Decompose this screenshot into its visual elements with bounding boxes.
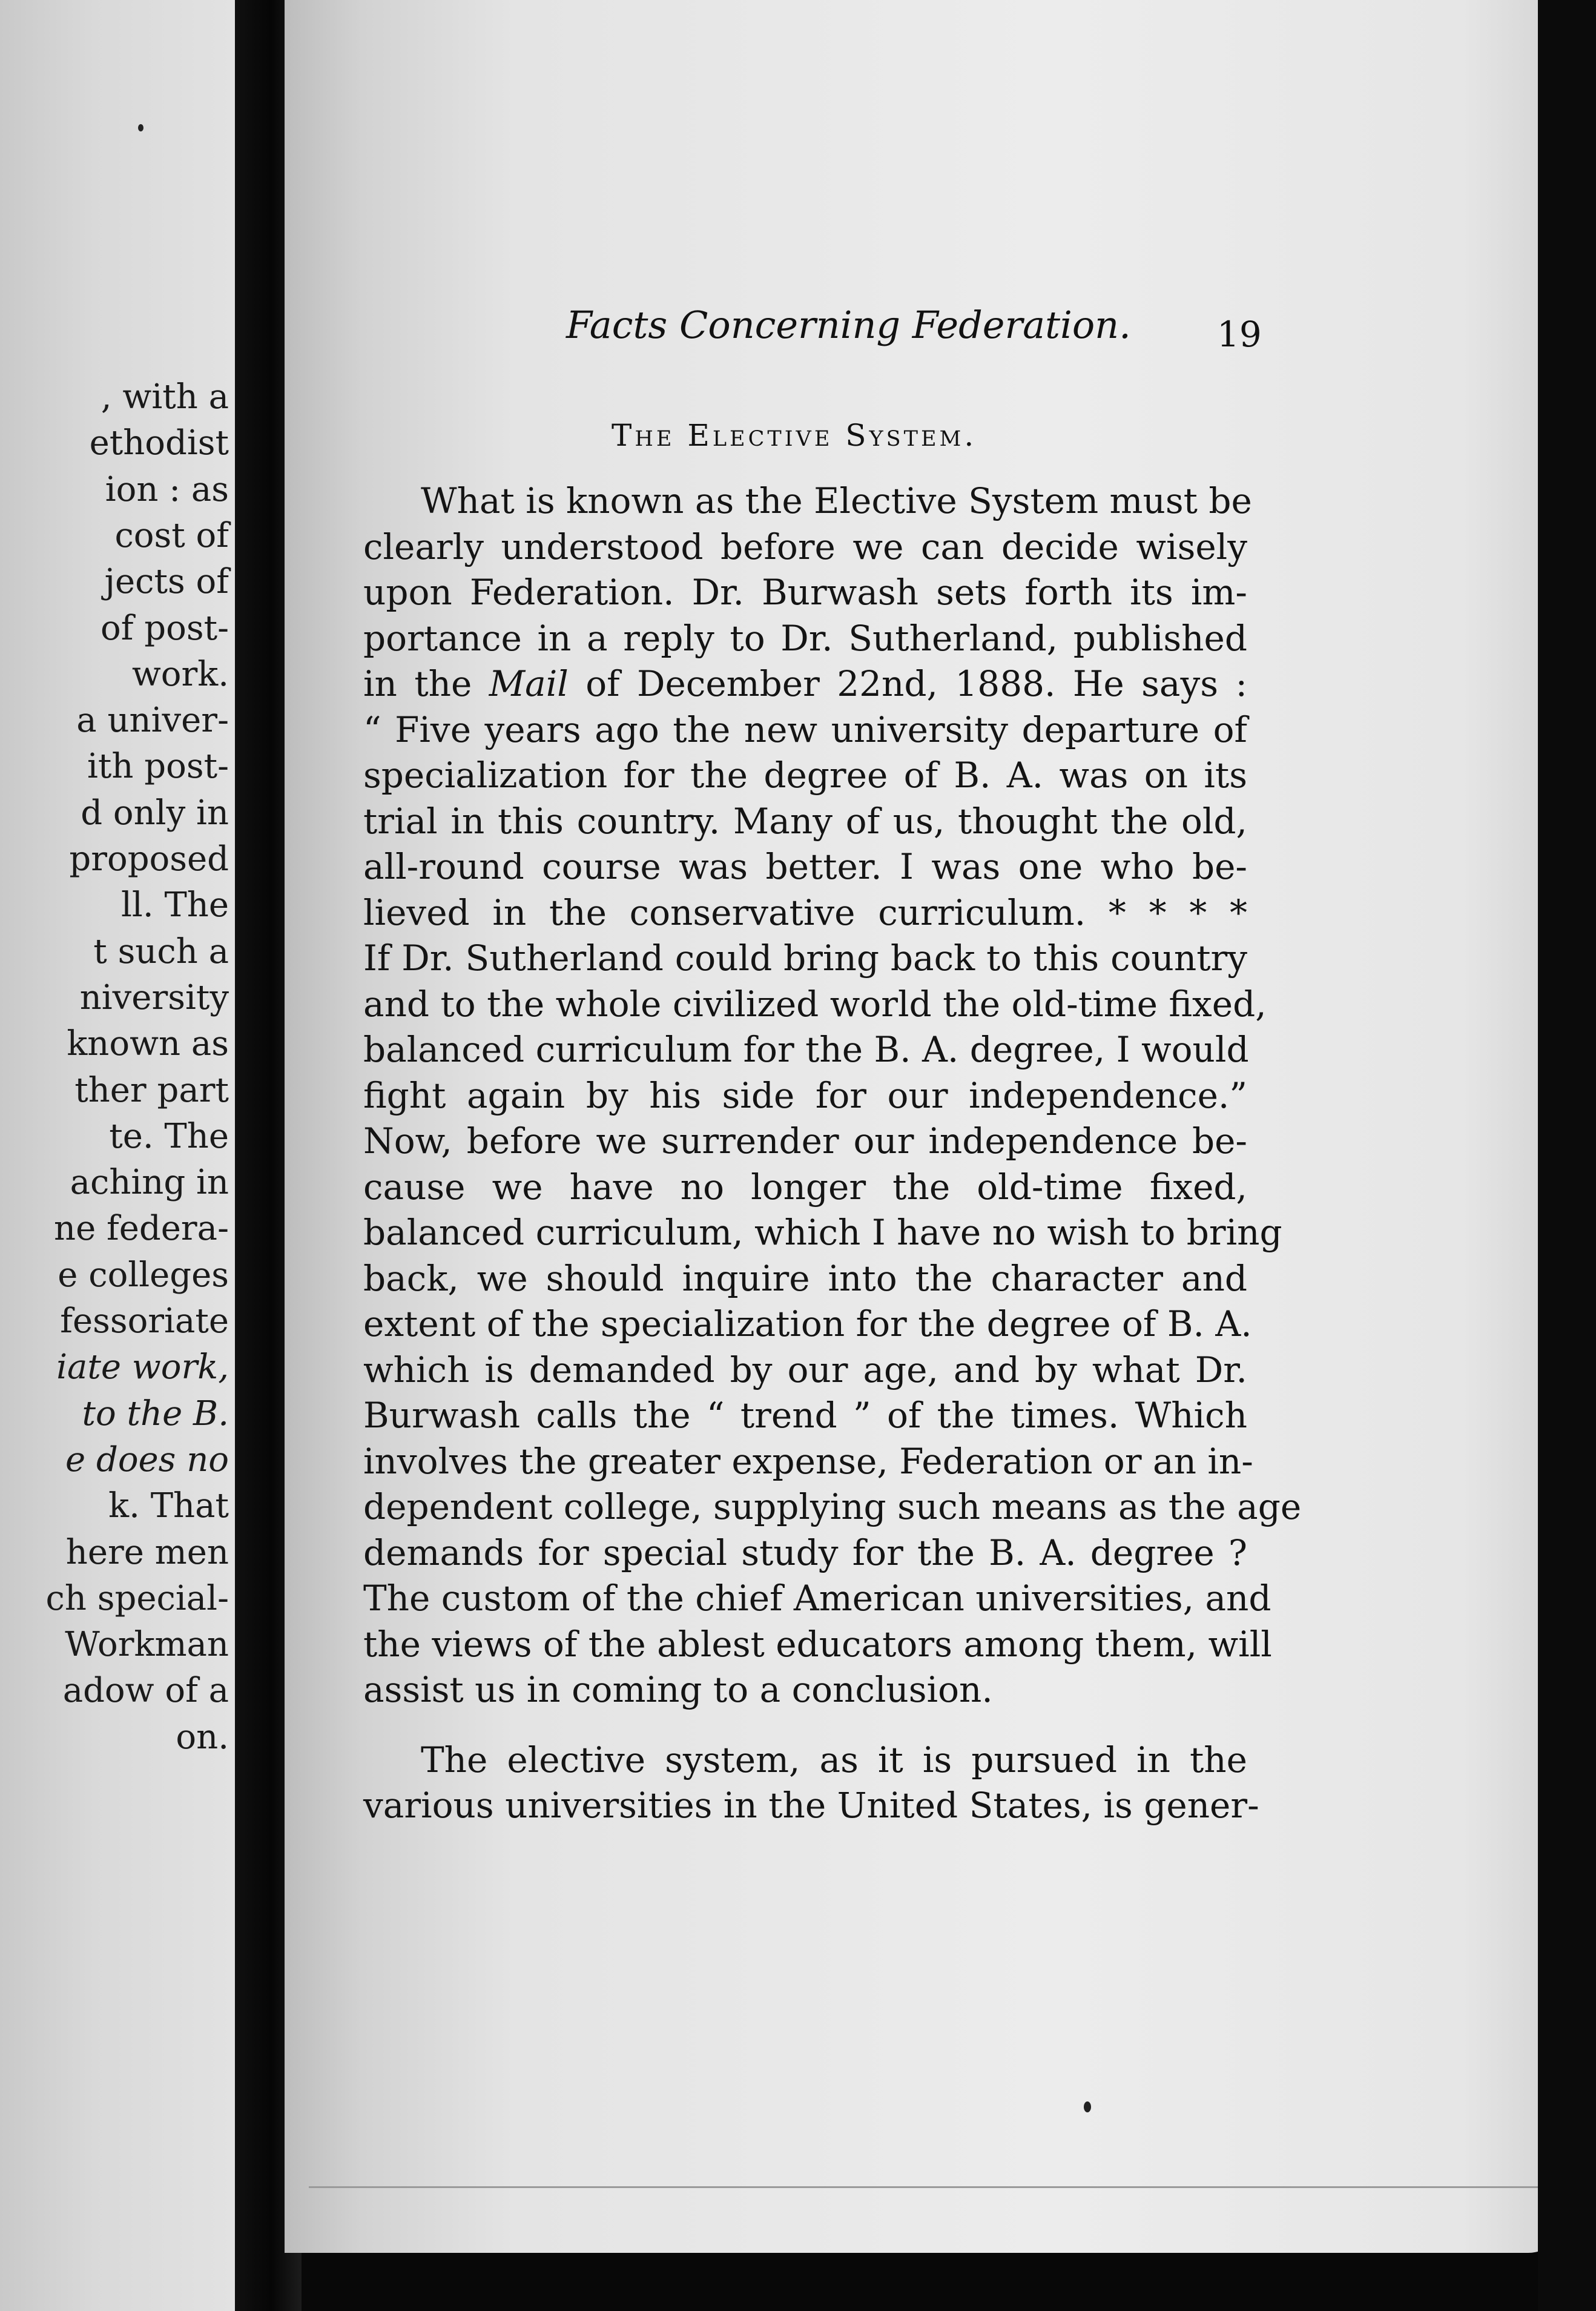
- text-line: upon Federation. Dr. Burwash sets forth its im-: [363, 572, 1247, 613]
- text-line: demands for special study for the B. A. degree ?: [363, 1532, 1247, 1573]
- left-page-line: ion : as: [105, 469, 229, 509]
- text-line: clearly understood before we can decide wisely: [363, 526, 1247, 567]
- left-page-line: work.: [131, 654, 229, 694]
- left-page-line: e colleges: [58, 1255, 229, 1295]
- text-line: The elective system, as it is pursued in the: [421, 1739, 1247, 1780]
- left-page-line: to the B.: [82, 1394, 229, 1433]
- text-line: Now, before we surrender our independence be-: [363, 1120, 1247, 1162]
- text-line: portance in a reply to Dr. Sutherland, published: [363, 617, 1247, 659]
- left-page-line: fessoriate: [60, 1301, 229, 1341]
- text-line: specialization for the degree of B. A. was on its: [363, 755, 1247, 796]
- text-line: various universities in the United States, is gener-: [363, 1785, 1259, 1826]
- text-span: of December 22nd, 1888. He says :: [568, 663, 1248, 704]
- body-text: [363, 478, 1302, 1829]
- text-line: all-round course was better. I was one who be-: [363, 846, 1247, 887]
- text-line: “ Five years ago the new university departure of: [363, 709, 1247, 750]
- page-edge-shadow: [1538, 0, 1596, 2311]
- left-page-line: cost of: [114, 515, 229, 555]
- left-page-line: k. That: [108, 1486, 229, 1526]
- text-line: involves the greater expense, Federation or an in-: [363, 1440, 1253, 1482]
- text-span: in the: [363, 663, 489, 704]
- left-page-line: on.: [176, 1717, 229, 1757]
- text-line: assist us in coming to a conclusion.: [363, 1669, 993, 1710]
- running-title: Facts Concerning Federation.: [566, 303, 1131, 347]
- left-facing-page: [0, 0, 235, 2311]
- text-line: dependent college, supplying such means as the age: [363, 1486, 1302, 1527]
- left-page-line: ch special-: [45, 1578, 229, 1618]
- left-page-line: iate work,: [56, 1347, 229, 1387]
- left-page-line: adow of a: [62, 1671, 229, 1711]
- text-line: [363, 661, 1247, 707]
- left-page-line: ne federa-: [54, 1209, 229, 1249]
- text-line: lieved in the conservative curriculum. * * * *: [363, 891, 1247, 933]
- left-page-line: niversity: [79, 977, 229, 1017]
- text-line: The custom of the chief American universities, and: [363, 1578, 1271, 1619]
- left-page-line: proposed: [69, 839, 229, 879]
- newspaper-title: Mail: [489, 663, 569, 704]
- text-line: and to the whole civilized world the old-time fixed,: [363, 983, 1267, 1025]
- left-page-line: a univer-: [76, 701, 229, 741]
- left-page-line: Workman: [65, 1625, 229, 1665]
- ink-speck: [138, 124, 143, 131]
- left-page-line: e does no: [65, 1440, 229, 1480]
- text-line: back, we should inquire into the character and: [363, 1257, 1247, 1299]
- text-line: fight again by his side for our independence.”: [363, 1074, 1247, 1116]
- text-line: If Dr. Sutherland could bring back to this country: [363, 937, 1247, 979]
- text-line: trial in this country. Many of us, thought the old,: [363, 800, 1247, 842]
- text-line: balanced curriculum, which I have no wish to bring: [363, 1212, 1282, 1253]
- left-page-line: te. The: [109, 1116, 229, 1156]
- left-page-line: , with a: [101, 377, 229, 417]
- left-page-line: jects of: [104, 562, 229, 602]
- left-page-line: ll. The: [121, 885, 229, 925]
- text-line: What is known as the Elective System must be: [421, 480, 1252, 521]
- left-page-line: known as: [67, 1024, 229, 1064]
- text-line: the views of the ablest educators among them, will: [363, 1623, 1272, 1665]
- left-page-line: d only in: [81, 793, 229, 833]
- left-page-line: aching in: [70, 1163, 229, 1203]
- text-line: which is demanded by our age, and by what Dr.: [363, 1349, 1247, 1390]
- left-page-line: ethodist: [89, 423, 229, 463]
- text-line: Burwash calls the “ trend ” of the times. Which: [363, 1395, 1247, 1436]
- left-page-line: t such a: [93, 931, 229, 971]
- ink-speck: [1084, 2101, 1091, 2112]
- left-page-line: here men: [65, 1532, 229, 1572]
- page-bottom-rule: [309, 2186, 1538, 2188]
- left-page-line: ther part: [74, 1070, 229, 1110]
- section-title: The Elective System.: [612, 418, 977, 453]
- text-line: cause we have no longer the old-time fixed,: [363, 1166, 1247, 1208]
- left-page-line: ith post-: [87, 747, 229, 787]
- text-line: extent of the specialization for the degree of B. A.: [363, 1303, 1252, 1344]
- left-page-line: of post-: [101, 608, 229, 648]
- page-number: 19: [1217, 314, 1262, 355]
- text-line: balanced curriculum for the B. A. degree, I would: [363, 1029, 1249, 1070]
- paragraph-gap: [363, 1713, 1247, 1737]
